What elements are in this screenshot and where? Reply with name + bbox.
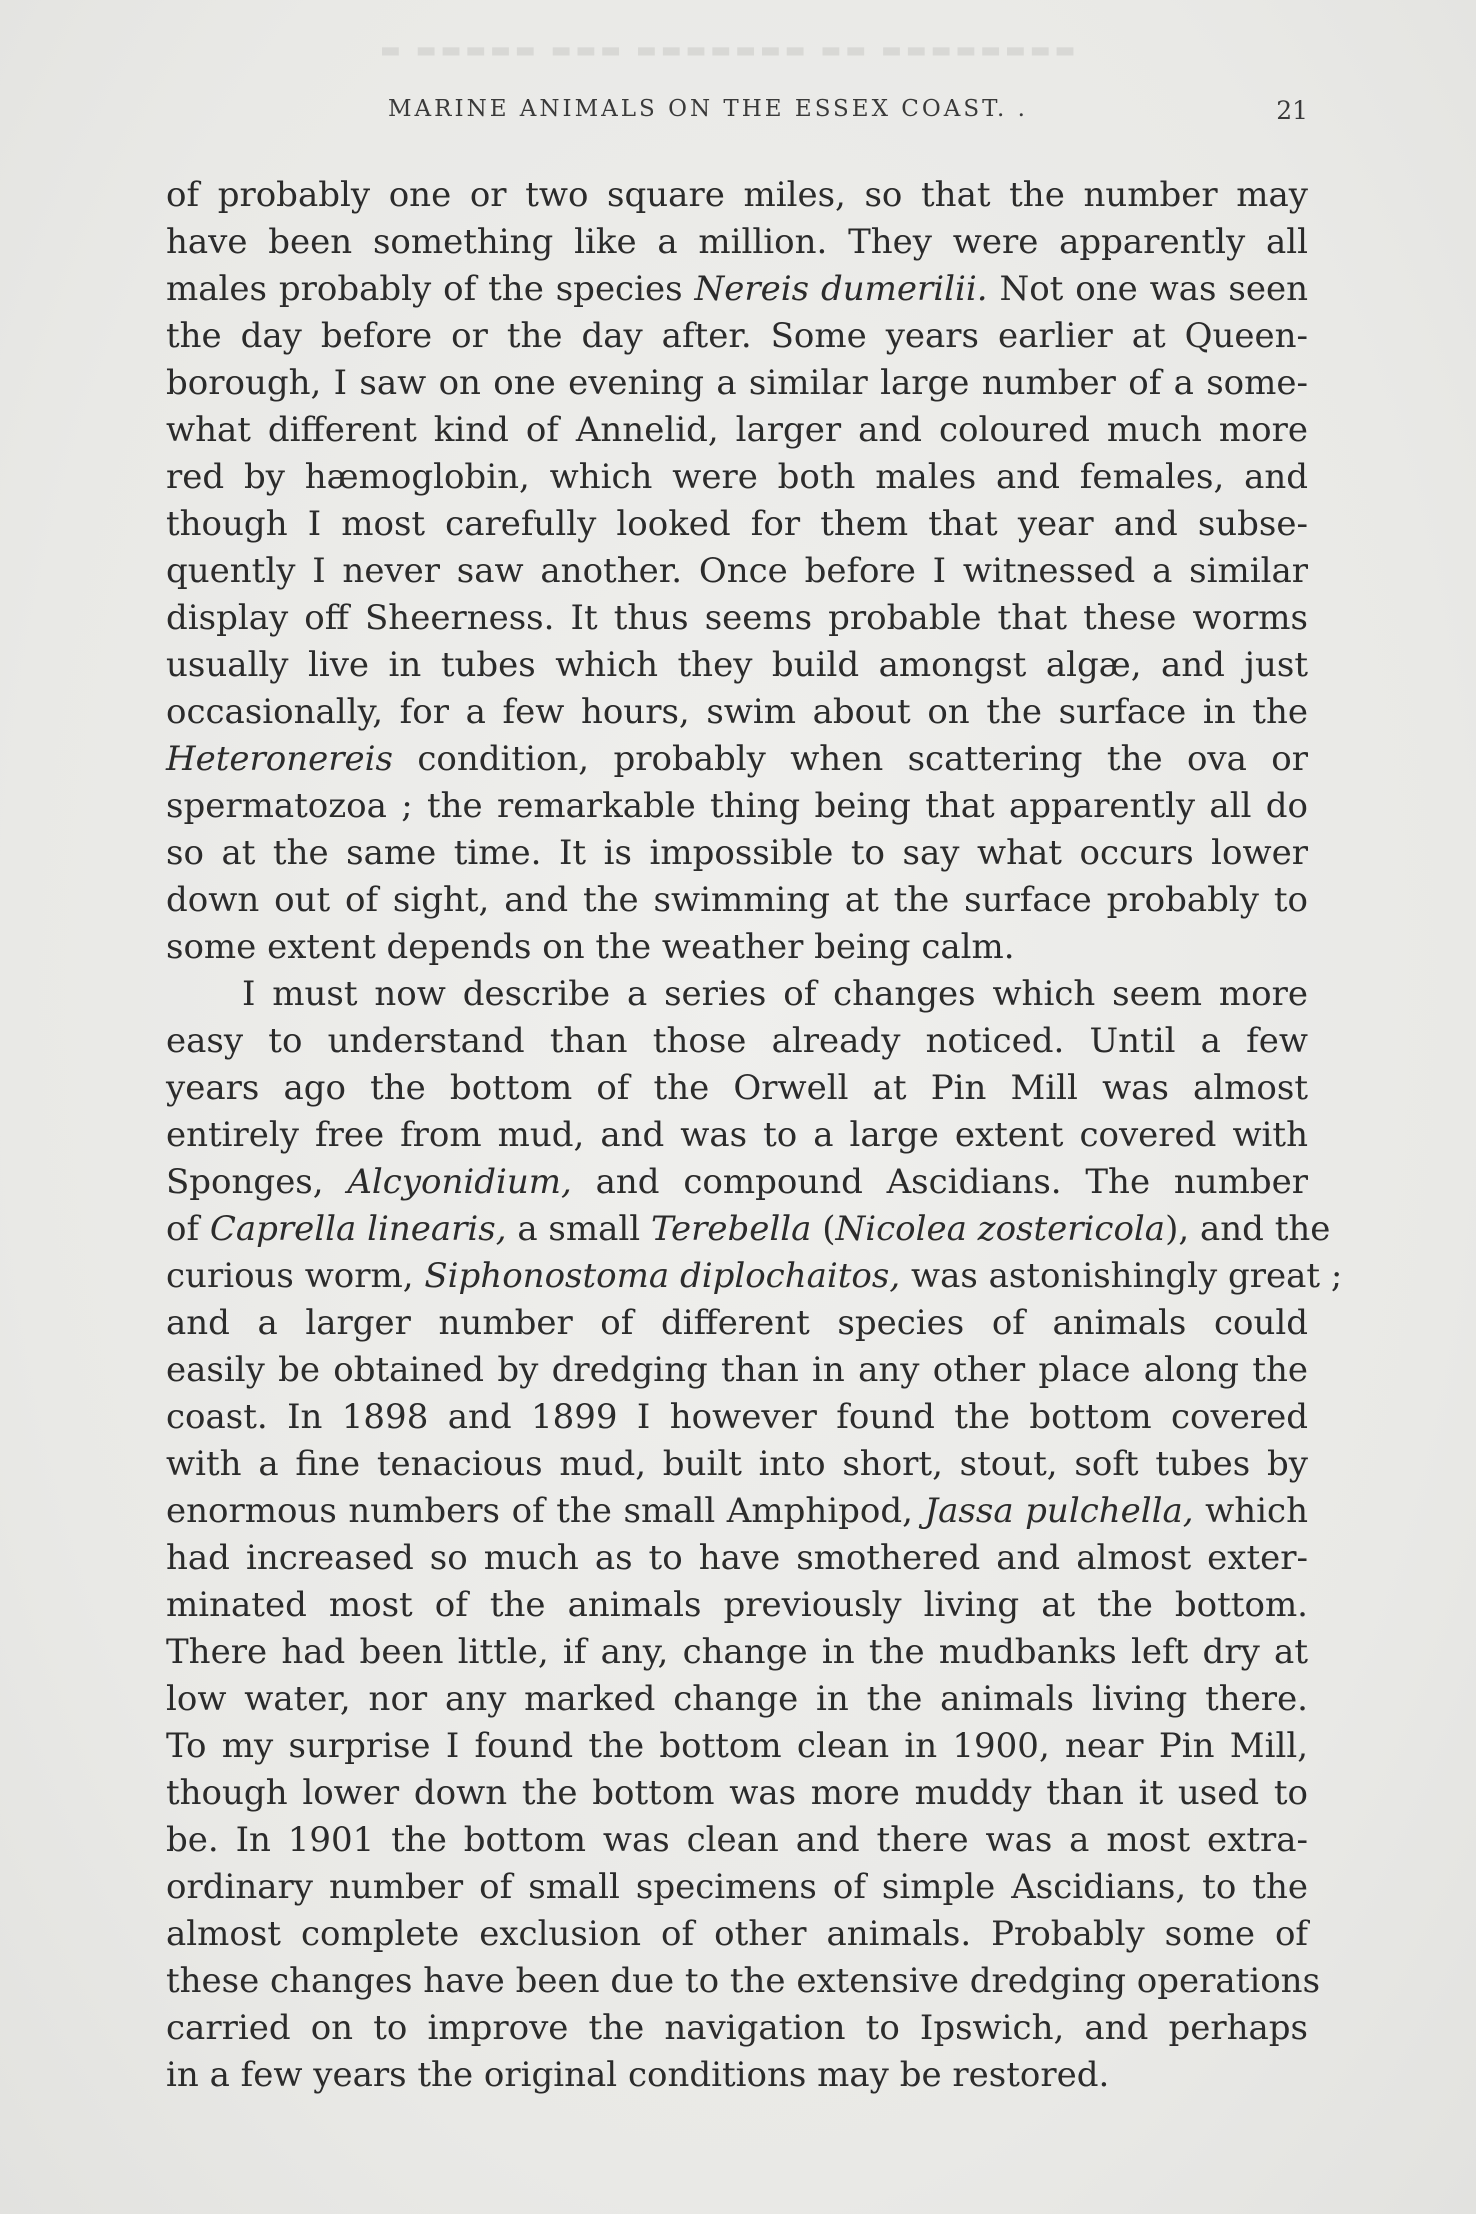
text-line — [166, 736, 1308, 783]
text-run: carried on to improve the navigation to Ipswich, and perhaps — [166, 2008, 1308, 2048]
text-run: though lower down the bottom was more muddy than it used to — [166, 1773, 1308, 1813]
text-run: of — [166, 1209, 210, 1249]
text-run: so at the same time. It is impossible to say what occurs lower — [166, 833, 1308, 873]
italic-term: Jassa pulchella, — [924, 1491, 1194, 1531]
text-line — [166, 454, 1308, 501]
italic-term: Heteronereis — [166, 739, 393, 779]
text-line — [166, 172, 1308, 219]
text-run: years ago the bottom of the Orwell at Pin Mill was almost — [166, 1068, 1308, 1108]
text-run: what different kind of Annelid, larger and coloured much more — [166, 410, 1308, 450]
text-line — [166, 1347, 1308, 1394]
text-run: a small — [506, 1209, 651, 1249]
italic-term: Terebella — [650, 1209, 812, 1249]
text-line — [166, 1535, 1308, 1582]
text-run: red by hæmoglobin, which were both males and females, and — [166, 457, 1308, 497]
text-line — [166, 407, 1308, 454]
text-line — [166, 2005, 1308, 2052]
text-run: usually live in tubes which they build amongst algæ, and just — [166, 645, 1308, 685]
text-run: Not one was seen — [987, 269, 1308, 309]
page-number: 21 — [1276, 96, 1308, 125]
text-run: ), and the — [1165, 1209, 1331, 1249]
text-run: display off Sheerness. It thus seems probable that these worms — [166, 598, 1308, 638]
text-line — [166, 313, 1308, 360]
italic-term: Nicolea zostericola — [835, 1209, 1166, 1249]
text-line — [166, 1911, 1308, 1958]
text-line — [166, 830, 1308, 877]
text-run: and compound Ascidians. The number — [571, 1162, 1309, 1202]
text-run: down out of sight, and the swimming at the surface probably to — [166, 880, 1308, 920]
text-line — [166, 877, 1308, 924]
text-line — [166, 360, 1308, 407]
text-line — [166, 501, 1308, 548]
text-line — [166, 1958, 1321, 2005]
text-line — [166, 1018, 1308, 1065]
text-run: low water, nor any marked change in the animals living there. — [166, 1679, 1308, 1719]
text-run: borough, I saw on one evening a similar large number of a some- — [166, 363, 1308, 403]
text-line — [166, 1441, 1308, 1488]
text-run: enormous numbers of the small Amphipod, — [166, 1491, 925, 1531]
text-run: quently I never saw another. Once before I witnessed a similar — [166, 551, 1308, 591]
text-line — [166, 1206, 1331, 1253]
text-run: I must now describe a series of changes which seem more — [242, 974, 1308, 1014]
page-header — [166, 96, 1308, 136]
bleed-through-text: ▬ ▬▬▬▬▬ ▬▬▬ ▬▬▬▬▬▬▬ ▬▬ ▬▬▬▬▬▬▬▬ — [380, 38, 1080, 63]
text-run: ( — [811, 1209, 836, 1249]
text-line — [166, 1770, 1308, 1817]
text-run: in a few years the original conditions may be restored. — [166, 2055, 1110, 2095]
running-head: MARINE ANIMALS ON THE ESSEX COAST. . — [388, 96, 1028, 122]
text-run: with a fine tenacious mud, built into short, stout, soft tubes by — [166, 1444, 1308, 1484]
text-run: condition, probably when scattering the ova or — [393, 739, 1308, 779]
text-line — [166, 924, 1308, 971]
text-line — [166, 971, 1308, 1018]
text-run: entirely free from mud, and was to a large extent covered with — [166, 1115, 1308, 1155]
text-line — [166, 1629, 1308, 1676]
text-run: coast. In 1898 and 1899 I however found the bottom covered — [166, 1397, 1308, 1437]
text-line — [166, 689, 1308, 736]
italic-term: Caprella linearis, — [209, 1209, 507, 1249]
text-run: occasionally, for a few hours, swim about on the surface in the — [166, 692, 1308, 732]
text-run: had increased so much as to have smothered and almost exter- — [166, 1538, 1308, 1578]
text-run: which — [1193, 1491, 1308, 1531]
text-run: and a larger number of different species of animals could — [166, 1303, 1308, 1343]
text-run: Sponges, — [166, 1162, 348, 1202]
text-line — [166, 1253, 1343, 1300]
text-run: curious worm, — [166, 1256, 425, 1296]
text-line — [166, 1676, 1308, 1723]
text-run: minated most of the animals previously living at the bottom. — [166, 1585, 1308, 1625]
text-line — [166, 1864, 1308, 1911]
text-run: of probably one or two square miles, so that the number may — [166, 175, 1308, 215]
italic-term: Alcyonidium, — [347, 1162, 572, 1202]
text-line — [166, 2052, 1308, 2099]
text-line — [166, 783, 1308, 830]
text-run: There had been little, if any, change in the mudbanks left dry at — [166, 1632, 1308, 1672]
text-run: easy to understand than those already noticed. Until a few — [166, 1021, 1308, 1061]
text-line — [166, 642, 1308, 689]
text-run: these changes have been due to the extensive dredging operations — [166, 1961, 1321, 2001]
text-run: the day before or the day after. Some years earlier at Queen- — [166, 316, 1308, 356]
text-line — [166, 1488, 1308, 1535]
text-run: though I most carefully looked for them that year and subse- — [166, 504, 1308, 544]
text-line — [166, 219, 1308, 266]
text-run: almost complete exclusion of other animals. Probably some of — [166, 1914, 1308, 1954]
text-line — [166, 1723, 1308, 1770]
text-run: ordinary number of small specimens of simple Ascidians, to the — [166, 1867, 1308, 1907]
text-line — [166, 1065, 1308, 1112]
text-run: males probably of the species — [166, 269, 695, 309]
text-run: spermatozoa ; the remarkable thing being that apparently all do — [166, 786, 1308, 826]
text-run: some extent depends on the weather being calm. — [166, 927, 1015, 967]
text-run: To my surprise I found the bottom clean in 1900, near Pin Mill, — [166, 1726, 1308, 1766]
italic-term: Siphonostoma diplochaitos, — [424, 1256, 901, 1296]
text-line — [166, 266, 1308, 313]
text-line — [166, 1394, 1308, 1441]
italic-term: Nereis dumerilii. — [694, 269, 988, 309]
text-line — [166, 1112, 1308, 1159]
text-run: have been something like a million. They were apparently all — [166, 222, 1308, 262]
text-line — [166, 1300, 1308, 1347]
text-line — [166, 1817, 1308, 1864]
text-line — [166, 1582, 1308, 1629]
text-run: easily be obtained by dredging than in any other place along the — [166, 1350, 1308, 1390]
body-text — [166, 172, 1343, 2099]
text-line — [166, 548, 1308, 595]
text-line — [166, 1159, 1308, 1206]
text-run: was astonishingly great ; — [900, 1256, 1343, 1296]
text-run: be. In 1901 the bottom was clean and there was a most extra- — [166, 1820, 1308, 1860]
text-line — [166, 595, 1308, 642]
